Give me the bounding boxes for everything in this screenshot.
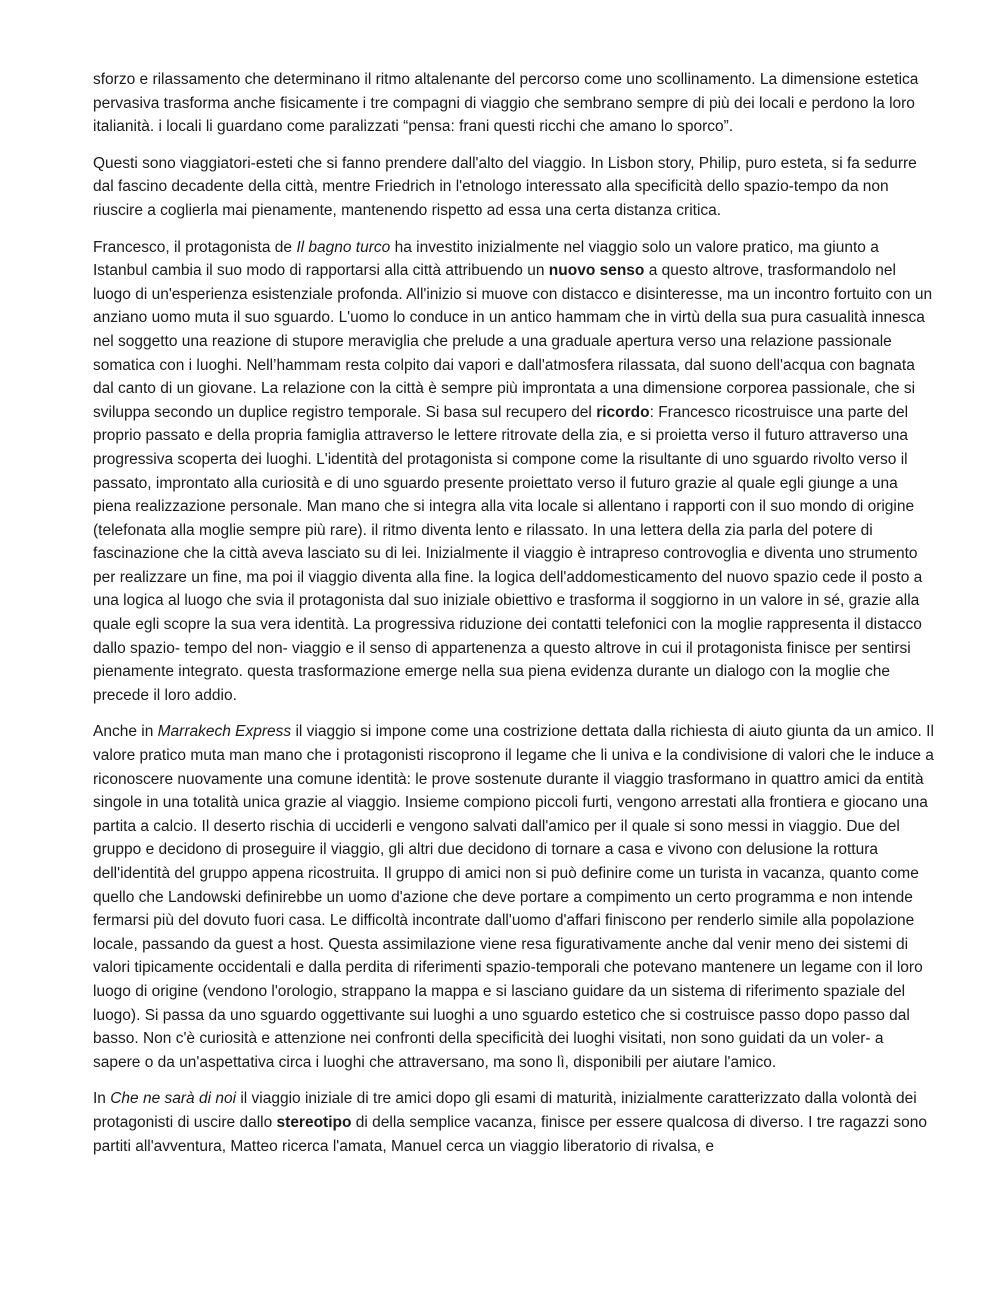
film-title-che-ne-sara-di-noi: Che ne sarà di noi	[110, 1090, 237, 1108]
bold-term-ricordo: ricordo	[596, 403, 650, 421]
paragraph-4	[93, 720, 935, 1074]
paragraph-5	[93, 1087, 935, 1158]
text-run: Francesco, il protagonista de	[93, 238, 297, 256]
film-title-marrakech-express: Marrakech Express	[157, 723, 292, 741]
film-title-il-bagno-turco: Il bagno turco	[296, 238, 391, 256]
paragraph-3	[93, 236, 935, 708]
text-run: In	[93, 1090, 111, 1108]
text-run: sforzo e rilassamento che determinano il ritmo altalenante del percorso come uno scollinamento. La dimensione estetica pervasiva trasforma anche fisicamente i tre compagni di viaggio che sembrano sempre di più dei locali e perdono la loro italianità. i locali li guardano come paralizzati “pensa: frani questi ricchi che amano lo sporco”.	[93, 71, 919, 136]
text-run: il viaggio iniziale di tre amici dopo gli esami di maturità, inizialmente caratterizzato dalla volontà dei protagonisti di uscire dallo	[93, 1090, 917, 1131]
text-run: Anche in	[93, 723, 158, 741]
document-page	[93, 68, 935, 1171]
paragraph-2	[93, 152, 935, 223]
text-run: Questi sono viaggiatori-esteti che si fanno prendere dall'alto del viaggio. In Lisbon story, Philip, puro esteta, si fa sedurre dal fascino decadente della città, mentre Friedrich in l'etnologo interessato alla specificità dello spazio-tempo da non riuscire a coglierla mai pienamente, mantenendo rispetto ad essa una certa distanza critica.	[93, 154, 917, 219]
text-run: a questo altrove, trasformandolo nel luogo di un'esperienza esistenziale profonda. All'inizio si muove con distacco e disinteresse, ma un incontro fortuito con un anziano uomo muta il suo sguardo. L'uomo lo conduce in un antico hammam che in virtù della sua pura casualità innesca nel soggetto una reazione di stupore meraviglia che prelude a una graduale apertura verso una relazione passionale somatica con i luoghi. Nell’hammam resta colpito dai vapori e dall'atmosfera rilassata, dal suono dell'acqua con bagnata dal canto di un giovane. La relazione con la città è sempre più improntata a una dimensione corporea passionale, che si sviluppa secondo un duplice registro temporale. Si basa sul recupero del	[93, 262, 933, 421]
paragraph-1	[93, 68, 935, 139]
bold-term-stereotipo: stereotipo	[276, 1113, 352, 1131]
bold-term-nuovo-senso: nuovo senso	[548, 262, 645, 280]
text-run: ha investito inizialmente nel viaggio solo un valore pratico, ma giunto a Istanbul cambia il suo modo di rapportarsi alla città attribuendo un	[93, 238, 879, 280]
text-run: di della semplice vacanza, finisce per essere qualcosa di diverso. I tre ragazzi sono partiti all'avventura, Matteo ricerca l'amata, Manuel cerca un viaggio liberatorio di rivalsa, e	[93, 1113, 927, 1155]
text-run: il viaggio si impone come una costrizione dettata dalla richiesta di aiuto giunta da un amico. Il valore pratico muta man mano che i protagonisti riscoprono il legame che li univa e la condivisione di valori che le induce a riconoscere nuovamente una comune identità: le prove sostenute durante il viaggio trasformano in quattro amici da entità singole in una totalità unica grazie al viaggio. Insieme compiono piccoli furti, vengono arrestati alla frontiera e giocano una partita a calcio. Il deserto rischia di ucciderli e vengono salvati dall'amico per il quale si sono messi in viaggio. Due del gruppo e decidono di proseguire il viaggio, gli altri due decidono di tornare a casa e vivono con delusione la rottura dell'identità del gruppo appena ricostruita. Il gruppo di amici non si può definire come un turista in vacanza, quanto come quello che Landowski definirebbe un uomo d'azione che deve portare a compimento un certo programma e non intende fermarsi più del dovuto fuori casa. Le difficoltà incontrate dall'uomo d'affari finiscono per renderlo simile alla popolazione locale, passando da guest a host. Questa assimilazione viene resa figurativamente anche dal venir meno dei sistemi di valori tipicamente occidentali e dalla perdita di riferimenti spazio-temporali che potevano mantenere un legame con il loro luogo di origine (vendono l'orologio, strappano la mappa e si lasciano guidare da un sistema di riferimento spaziale del luogo). Si passa da uno sguardo oggettivante sui luoghi a uno sguardo estetico che si costruisce passo dopo passo dal basso. Non c'è curiosità e attenzione nei confronti della specificità dei luoghi visitati, non sono guidati da un voler- a sapere o da un'aspettativa circa i luoghi che attraversano, ma sono lì, disponibili per aiutare l'amico.	[93, 723, 934, 1071]
text-run: : Francesco ricostruisce una parte del proprio passato e della propria famiglia attraverso le lettere ritrovate della zia, e si proietta verso il futuro attraverso una progressiva scoperta dei luoghi. L'identità del protagonista si compone come la risultante di uno sguardo rivolto verso il passato, improntato alla curiosità e di uno sguardo presente proiettato verso il futuro grazie al quale egli giunge a una piena realizzazione personale. Man mano che si integra alla vita locale si allentano i rapporti con il suo mondo di origine (telefonata alla moglie sempre più rare). il ritmo diventa lento e rilassato. In una lettera della zia parla del potere di fascinazione che la città aveva lasciato su di lei. Inizialmente il viaggio è intrapreso controvoglia e diventa uno strumento per realizzare un fine, ma poi il viaggio diventa alla fine. la logica dell'addomesticamento del nuovo spazio cede il posto a una logica al luogo che svia il protagonista dal suo iniziale obiettivo e trasforma il soggiorno in un valore in sé, grazie alla quale egli scopre la sua vera identità. La progressiva riduzione dei contatti telefonici con la moglie rappresenta il distacco dallo spazio- tempo del non- viaggio e il senso di appartenenza a questo altrove in cui il protagonista finisce per sentirsi pienamente integrato. questa trasformazione emerge nella sua piena evidenza durante un dialogo con la moglie che precede il loro addio.	[93, 403, 923, 704]
